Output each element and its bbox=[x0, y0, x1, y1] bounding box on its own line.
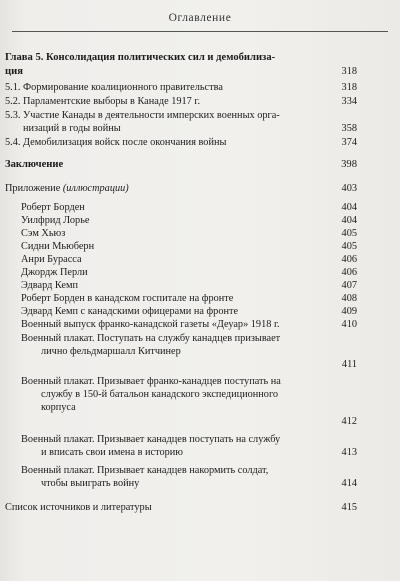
section-title: 5.2. Парламентские выборы в Канаде 1917 г. bbox=[5, 96, 201, 107]
illustration-title: Военный плакат. Призывает франко-канадцев поступать на bbox=[21, 376, 281, 387]
section-page: 334 bbox=[341, 96, 357, 107]
illustration-page: 406 bbox=[341, 267, 357, 278]
section-title: 5.4. Демобилизация войск после окончания войны bbox=[5, 137, 227, 148]
illustration-title: Военный плакат. Поступать на службу канадцев призывает bbox=[21, 333, 281, 344]
section-title: 5.1. Формирование коалиционного правительства bbox=[5, 82, 223, 93]
toc-illustration[interactable] bbox=[5, 332, 357, 345]
toc-illustration[interactable] bbox=[5, 375, 357, 388]
appendix-title bbox=[5, 182, 329, 195]
illustration-title-cont: корпуса bbox=[41, 402, 76, 413]
section-page: 358 bbox=[341, 123, 357, 134]
illustration-title-cont: и вписать свои имена в историю bbox=[41, 447, 183, 458]
illustration-title-cont: чтобы выиграть войну bbox=[41, 478, 140, 489]
toc-illustration[interactable] bbox=[5, 266, 357, 279]
chapter-title: Глава 5. Консолидация политических сил и демобилиза- bbox=[5, 52, 276, 63]
toc-illustration[interactable] bbox=[5, 227, 357, 240]
illustration-title: Роберт Борден в канадском госпитале на фронте bbox=[21, 293, 234, 304]
illustration-page: 413 bbox=[341, 447, 357, 458]
appendix-title-text: Приложение (иллюстрации) bbox=[5, 183, 129, 194]
toc-appendix[interactable] bbox=[5, 182, 357, 195]
illustration-title: Военный плакат. Призывает канадцев поступать на службу bbox=[21, 434, 281, 445]
toc-illustration-page-row[interactable] bbox=[5, 358, 357, 371]
conclusion-page: 398 bbox=[341, 159, 357, 170]
illustration-page: 405 bbox=[341, 241, 357, 252]
toc-illustration-cont[interactable] bbox=[5, 477, 357, 490]
toc-illustration-cont[interactable] bbox=[5, 401, 357, 414]
illustration-page: 409 bbox=[341, 306, 357, 317]
illustration-title: Роберт Борден bbox=[21, 202, 85, 213]
header-rule bbox=[12, 31, 388, 32]
illustration-page: 406 bbox=[341, 254, 357, 265]
illustration-page: 411 bbox=[341, 359, 357, 370]
illustration-page: 405 bbox=[341, 228, 357, 239]
section-page: 374 bbox=[341, 137, 357, 148]
illustration-title: Сидни Мьюберн bbox=[21, 241, 95, 252]
illustration-title: Военный плакат. Призывает канадцев накормить солдат, bbox=[21, 465, 269, 476]
appendix-page: 403 bbox=[341, 183, 357, 194]
toc-section-cont[interactable] bbox=[5, 122, 357, 135]
illustration-page: 407 bbox=[341, 280, 357, 291]
toc-illustration[interactable] bbox=[5, 214, 357, 227]
toc-illustration-cont[interactable] bbox=[5, 446, 357, 459]
toc-chapter[interactable] bbox=[5, 51, 357, 64]
illustration-title: Эдвард Кемп bbox=[21, 280, 78, 291]
toc-illustration[interactable] bbox=[5, 253, 357, 266]
toc-section[interactable] bbox=[5, 109, 357, 122]
illustration-title: Джордж Перли bbox=[21, 267, 88, 278]
illustration-page: 408 bbox=[341, 293, 357, 304]
illustration-page: 412 bbox=[341, 416, 357, 427]
illustration-page: 404 bbox=[341, 202, 357, 213]
illustration-title-cont: лично фельдмаршалл Китчинер bbox=[41, 346, 181, 357]
toc-illustration[interactable] bbox=[5, 433, 357, 446]
illustration-title: Сэм Хьюз bbox=[21, 228, 66, 239]
toc-illustration[interactable] bbox=[5, 464, 357, 477]
chapter-page: 318 bbox=[341, 66, 357, 77]
illustration-title: Уилфрид Лорье bbox=[21, 215, 90, 226]
toc-section[interactable] bbox=[5, 81, 357, 94]
appendix-title-italic: (иллюстрации) bbox=[62, 183, 129, 194]
illustration-page: 404 bbox=[341, 215, 357, 226]
toc-illustration-cont[interactable] bbox=[5, 345, 357, 358]
sources-page: 415 bbox=[341, 502, 357, 513]
toc-sources[interactable] bbox=[5, 501, 357, 514]
chapter-title-cont: ция bbox=[5, 66, 23, 77]
toc-illustration-page-row[interactable] bbox=[5, 415, 357, 428]
illustration-title: Анри Бурасса bbox=[21, 254, 82, 265]
illustration-title-cont: службу в 150-й батальон канадского экспедиционного bbox=[41, 389, 279, 400]
toc-illustration[interactable] bbox=[5, 240, 357, 253]
toc-illustration[interactable] bbox=[5, 279, 357, 292]
toc-illustration-cont[interactable] bbox=[5, 388, 357, 401]
illustration-page: 414 bbox=[341, 478, 357, 489]
toc-section[interactable] bbox=[5, 136, 357, 149]
illustration-title: Эдвард Кемп с канадскими офицерами на фронте bbox=[21, 306, 239, 317]
toc-section[interactable] bbox=[5, 95, 357, 108]
toc-illustration[interactable] bbox=[5, 201, 357, 214]
section-title: 5.3. Участие Канады в деятельности имперских военных орга- bbox=[5, 110, 280, 121]
toc-illustration[interactable] bbox=[5, 292, 357, 305]
toc-illustration[interactable] bbox=[5, 305, 357, 318]
illustration-page: 410 bbox=[341, 319, 357, 330]
section-title-cont: низаций в годы войны bbox=[23, 123, 121, 134]
conclusion-title: Заключение bbox=[5, 159, 64, 170]
section-page: 318 bbox=[341, 82, 357, 93]
toc-conclusion[interactable] bbox=[5, 158, 357, 171]
toc-illustration[interactable] bbox=[5, 318, 357, 331]
sources-title: Список источников и литературы bbox=[5, 502, 152, 513]
illustration-title: Военный выпуск франко-канадской газеты «Деуар» 1918 г. bbox=[21, 319, 280, 330]
toc-chapter-cont[interactable] bbox=[5, 65, 357, 78]
running-header: Оглавление bbox=[168, 12, 232, 24]
